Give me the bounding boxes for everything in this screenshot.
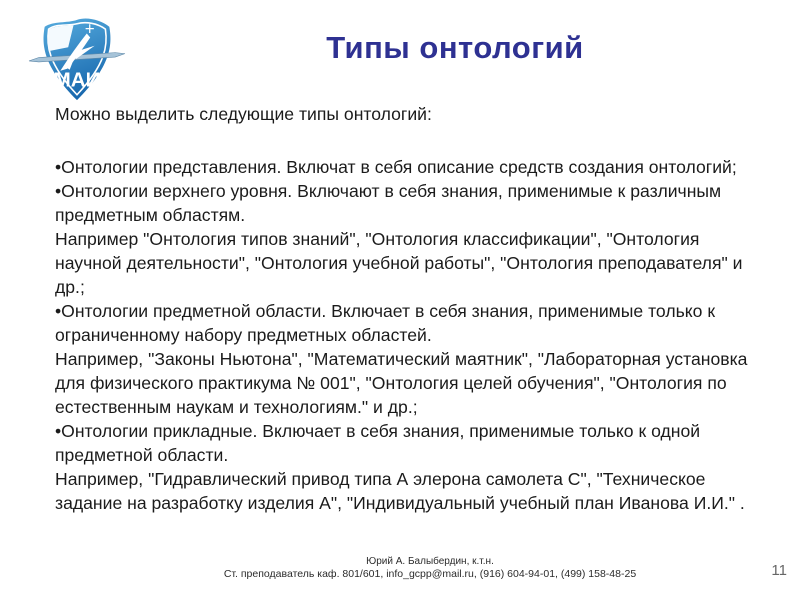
footer-contact: Ст. преподаватель каф. 801/601, info_gcpp@mail.ru, (916) 604-94-01, (499) 158-48-25	[223, 568, 637, 580]
footer	[60, 555, 800, 581]
page-title: Типы онтологий	[326, 30, 584, 65]
body-paragraph: •Онтологии верхнего уровня. Включают в себя знания, применимые к различным предметным областям.	[55, 181, 722, 225]
body-paragraph: •Онтологии прикладные. Включает в себя знания, применимые только к одной предметной области.	[55, 421, 701, 465]
body-paragraph: •Онтологии представления. Включат в себя описание средств создания онтологий;	[55, 157, 737, 177]
body-text	[55, 102, 761, 515]
footer-author: Юрий А. Балыбердин, к.т.н.	[366, 556, 494, 567]
body-paragraph	[55, 126, 761, 155]
page-number: 11	[771, 562, 787, 579]
body-paragraph: Например, "Законы Ньютона", "Математический маятник", "Лабораторная установка для физического практикума № 001", "Онтология целей обучения", "Онтология по естественным наукам и технологиям." и др.;	[55, 349, 748, 417]
body-paragraph: •Онтологии предметной области. Включает в себя знания, применимые только к ограниченному набору предметных областей.	[55, 301, 716, 345]
body-paragraph: Например, "Гидравлический привод типа А элерона самолета С", "Техническое задание на разработку изделия А", "Индивидуальный учебный план Иванова И.И." .	[55, 469, 745, 513]
body-paragraph: Можно выделить следующие типы онтологий:	[55, 104, 432, 124]
mai-logo-label: МАИ	[53, 68, 101, 92]
body-paragraph: Например "Онтология типов знаний", "Онтология классификации", "Онтология научной деятельности", "Онтология учебной работы", "Онтология преподавателя" и др.;	[55, 229, 743, 297]
